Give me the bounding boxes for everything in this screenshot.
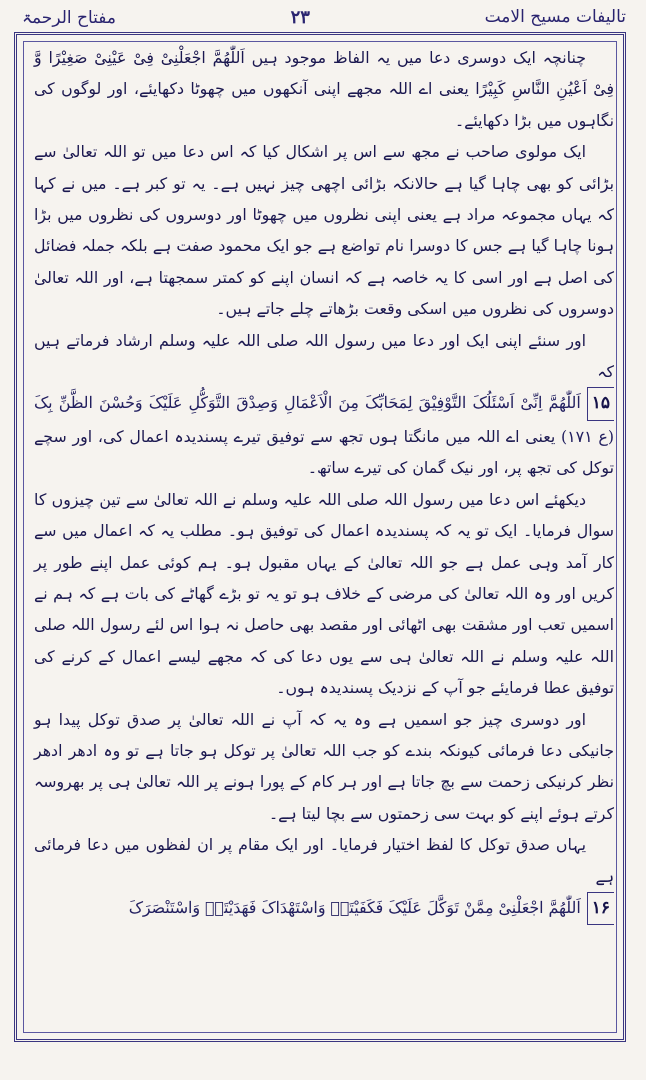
hadith-16-arabic: اَللّٰھُمَّ اجْعَلْنِیْ مِمَّنْ تَوَکَّلَ عَلَیْکَ فَکَفَیْتَہٗ وَاسْتَھْدَاکَ فَھَدَیْتَہٗ وَاسْتَنْصَرَکَ <box>128 897 581 917</box>
page-number: ۲۳ <box>290 6 310 28</box>
book-title: تالیفات مسیح الامت <box>484 7 626 27</box>
hadith-15-translation: یعنی اے اللہ میں مانگتا ہوں تجھ سے توفیق تیرے پسندیدہ اعمال کی، اور سچے توکل کی تجھ پر، اور نیک گمان کی تیرے ساتھ۔ <box>34 426 614 478</box>
paragraph-5: اور دوسری چیز جو اسمیں ہے وہ یہ کہ آپ نے اللہ تعالیٰ پر صدق توکل پیدا ہو جانیکی دعا فرمائی کیونکہ بندے کو جب اللہ تعالیٰ پر توکل ہو جاتا ہے تو وہ ادھر ادھر نظر کرنیکی زحمت سے بچ جاتا ہے اور ہر کام کے پورا ہونے پر اللہ تعالیٰ ہی پر بھروسہ کرتے ہوئے اپنے کو بہت سی زحمتوں سے بچا لیتا ہے۔ <box>34 709 614 823</box>
paragraph-2: ایک مولوی صاحب نے مجھ سے اس پر اشکال کیا کہ اس دعا میں تو اللہ تعالیٰ سے بڑائی کو بھی چاہا گیا ہے حالانکہ بڑائی اچھی چیز نہیں ہے۔ یہ تو کبر ہے۔ میں نے کہا کہ یہاں مجموعہ مراد ہے یعنی اپنی نظروں میں چھوٹا اور دوسروں کی نظروں میں بڑا ہونا چاہا گیا ہے جس کا دوسرا نام تواضع ہے جو ایک محمود صفت ہے بلکہ جملہ فضائل کی اصل ہے اور اسی کا یہ خاصہ ہے کہ انسان اپنے کو کمتر سمجھتا ہے، اور اللہ تعالیٰ دوسروں کی نظروں میں اسکی وقعت بڑھاتے چلے جاتے ہیں۔ <box>34 142 614 319</box>
page-header <box>22 2 626 32</box>
hadith-number-15: ۱۵ <box>587 387 614 420</box>
page-body <box>34 42 614 1032</box>
section-title: مفتاح الرحمۃ <box>22 7 116 28</box>
paragraph-3: اور سنئے اپنی ایک اور دعا میں رسول اللہ صلی اللہ علیہ وسلم ارشاد فرماتے ہیں کہ <box>34 330 614 382</box>
paragraph-6: یہاں صدق توکل کا لفظ اختیار فرمایا۔ اور ایک مقام پر ان لفظوں میں دعا فرمائی ہے <box>34 835 614 886</box>
hadith-15 <box>34 387 614 483</box>
hadith-15-arabic: اَللّٰھُمَّ اِنِّیْ اَسْئَلُکَ التَّوْفِیْقَ لِمَحَابِّکَ مِنَ الْاَعْمَالِ وَصِدْقَ التَّوَکُّلِ عَلَیْکَ وَحُسْنَ الظَّنِّ بِکَ (ع ۱۷۱) <box>34 393 614 446</box>
paragraph-4: دیکھئے اس دعا میں رسول اللہ صلی اللہ علیہ وسلم نے اللہ تعالیٰ سے تین چیزوں کا سوال فرمایا۔ ایک تو یہ کہ پسندیدہ اعمال کی توفیق ہو۔ مطلب یہ کہ اعمال میں سے کار آمد وہی عمل ہے جو اللہ تعالیٰ کے یہاں مقبول ہو۔ ہم کوئی عمل اپنے طور پر کریں اور وہ اللہ تعالیٰ کی مرضی کے خلاف ہو تو یہ تو بڑے گھاٹے کی بات ہے کہ ہم نے اسمیں تعب اور مشقت بھی اٹھائی اور مقصد بھی حاصل نہ ہوا اس لئے رسول اللہ صلی اللہ علیہ وسلم نے اللہ تعالیٰ ہی سے یوں دعا کی کہ مجھے لیسے اعمال کے کرنے کی توفیق عطا فرمایئے جو آپ کے نزدیک پسندیدہ ہوں۔ <box>34 489 614 698</box>
hadith-number-16: ۱۶ <box>587 892 614 925</box>
hadith-16 <box>34 892 614 925</box>
paragraph-1: چنانچہ ایک دوسری دعا میں یہ الفاظ موجود ہیں اَللّٰھُمَّ اجْعَلْنِیْ فِیْ عَیْنِیْ صَغِیْرًا وَّ فِیْ اَعْیُنِ النَّاسِ کَبِیْرًا یعنی اے اللہ مجھے اپنی آنکھوں میں چھوٹا دکھایئے، اور لوگوں کی نگاہوں میں بڑا دکھایئے۔ <box>34 48 614 130</box>
